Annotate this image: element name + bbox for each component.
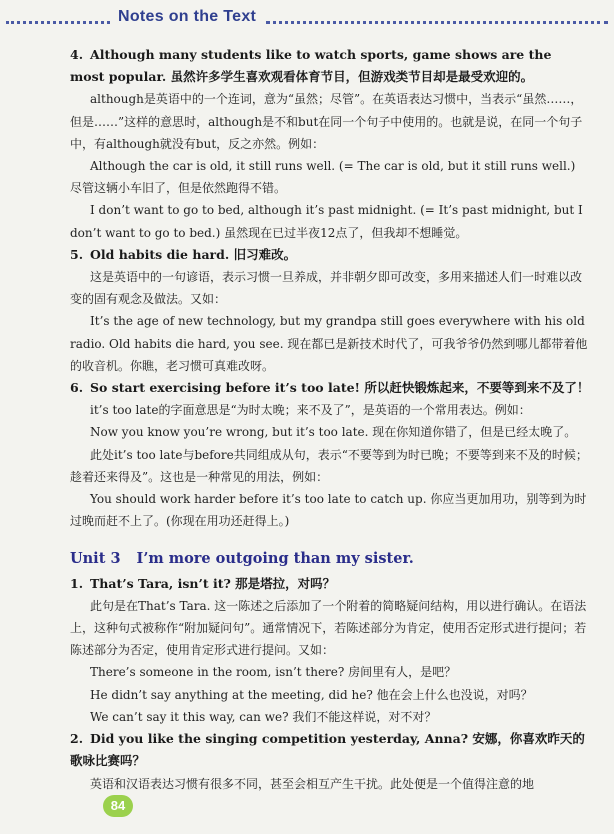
heading-text: That’s Tara, isn’t it? 那是塔拉，对吗？ xyxy=(90,575,336,591)
item-number: 2. xyxy=(70,731,84,747)
note-6-explanation-2: 此处it’s too late与before共同组成从句，表示“不要等到为时已晚；不要等到来不及的时候；趁着还来得及”。这也是一种常见的用法，例如： xyxy=(70,447,588,484)
note-6-example-2: You should work harder before it’s too late to catch up. 你应当更加用功，别等到为时过晚而赶不上了。(你现在用功还赶得上。) xyxy=(70,492,587,529)
header-dotted-rule-left xyxy=(6,21,110,24)
unit3-note-1-explanation: 此句是在That’s Tara. 这一陈述之后添加了一个附着的简略疑问结构，用以进行确认。在语法上，这种句式被称作“附加疑问句”。通常情况下，若陈述部分为肯定，使用否定形式进行提问；若陈述部分为否定，使用肯定形式进行提问。又如： xyxy=(70,598,587,658)
heading-text: So start exercising before it’s too late! 所以赶快锻炼起来，不要等到来不及了！ xyxy=(90,380,590,396)
page-number: 84 xyxy=(103,795,133,817)
note-4-heading xyxy=(70,44,590,88)
unit3-note-2-heading xyxy=(70,728,590,772)
heading-text: Although many students like to watch sports, game shows are the most popular. 虽然许多学生喜欢观看体育节目，但游戏类节目却是最受欢迎的。 xyxy=(70,47,552,85)
heading-text: I’m more outgoing than my sister. xyxy=(136,550,414,568)
item-number: 4. xyxy=(70,47,84,62)
unit3-note-1-example-2: He didn’t say anything at the meeting, did he? 他在会上什么也没说，对吗？ xyxy=(90,687,533,702)
heading-text: Old habits die hard. 旧习难改。 xyxy=(90,246,297,262)
unit3-note-1-example-3: We can’t say it this way, can we? 我们不能这样说，对不对？ xyxy=(90,709,437,724)
page-content xyxy=(70,44,590,795)
heading-text: Did you like the singing competition yesterday, Anna? 安娜，你喜欢昨天的歌咏比赛吗？ xyxy=(70,731,585,769)
item-number: 6. xyxy=(70,380,84,396)
item-number: 1. xyxy=(70,575,84,591)
header-dotted-rule-right xyxy=(266,21,608,24)
note-4-explanation: although是英语中的一个连词，意为“虽然；尽管”。在英语表达习惯中，当表示“虽然……，但是……”这样的意思时，although是不和but在同一个句子中使用的。也就是说，在同一个句子中，有although就没有but，反之亦然。例如： xyxy=(70,92,583,151)
item-number: 5. xyxy=(70,246,84,262)
unit3-note-2-explanation: 英语和汉语表达习惯有很多不同，甚至会相互产生干扰。此处便是一个值得注意的地 xyxy=(90,776,535,791)
note-5-explanation: 这是英语中的一句谚语，表示习惯一旦养成，并非朝夕即可改变，多用来描述人们一时难以改变的固有观念及做法。又如： xyxy=(70,270,583,307)
note-5-heading xyxy=(70,244,590,266)
unit3-note-1-example-1: There’s someone in the room, isn’t there? 房间里有人，是吧？ xyxy=(90,665,457,680)
unit-3-heading xyxy=(70,548,590,570)
note-4-example-1: Although the car is old, it still runs well. (= The car is old, but it still runs well.) 尽管这辆小车旧了，但是依然跑得不错。 xyxy=(70,159,576,196)
note-4-example-2: I don’t want to go to bed, although it’s past midnight. (= It’s past midnight, but I don’t want to go to bed.) 虽然现在已过半夜12点了，但我却不想睡觉。 xyxy=(70,203,583,240)
header-title: Notes on the Text xyxy=(118,8,257,25)
unit3-note-1-heading xyxy=(70,573,590,595)
note-6-example-1: Now you know you’re wrong, but it’s too late. 现在你知道你错了，但是已经太晚了。 xyxy=(90,425,577,440)
unit-label: Unit 3 xyxy=(70,550,121,568)
page-header xyxy=(0,6,614,32)
note-6-heading xyxy=(70,377,590,399)
note-6-explanation-1: it’s too late的字面意思是“为时太晚；来不及了”，是英语的一个常用表达。例如： xyxy=(90,403,531,418)
note-5-example: It’s the age of new technology, but my grandpa still goes everywhere with his old radio. Old habits die hard, you see. 现在都已是新技术时代了，可我爷爷仍然到哪儿都带着他的收音机。你瞧，老习惯可真难改呀。 xyxy=(70,314,588,373)
